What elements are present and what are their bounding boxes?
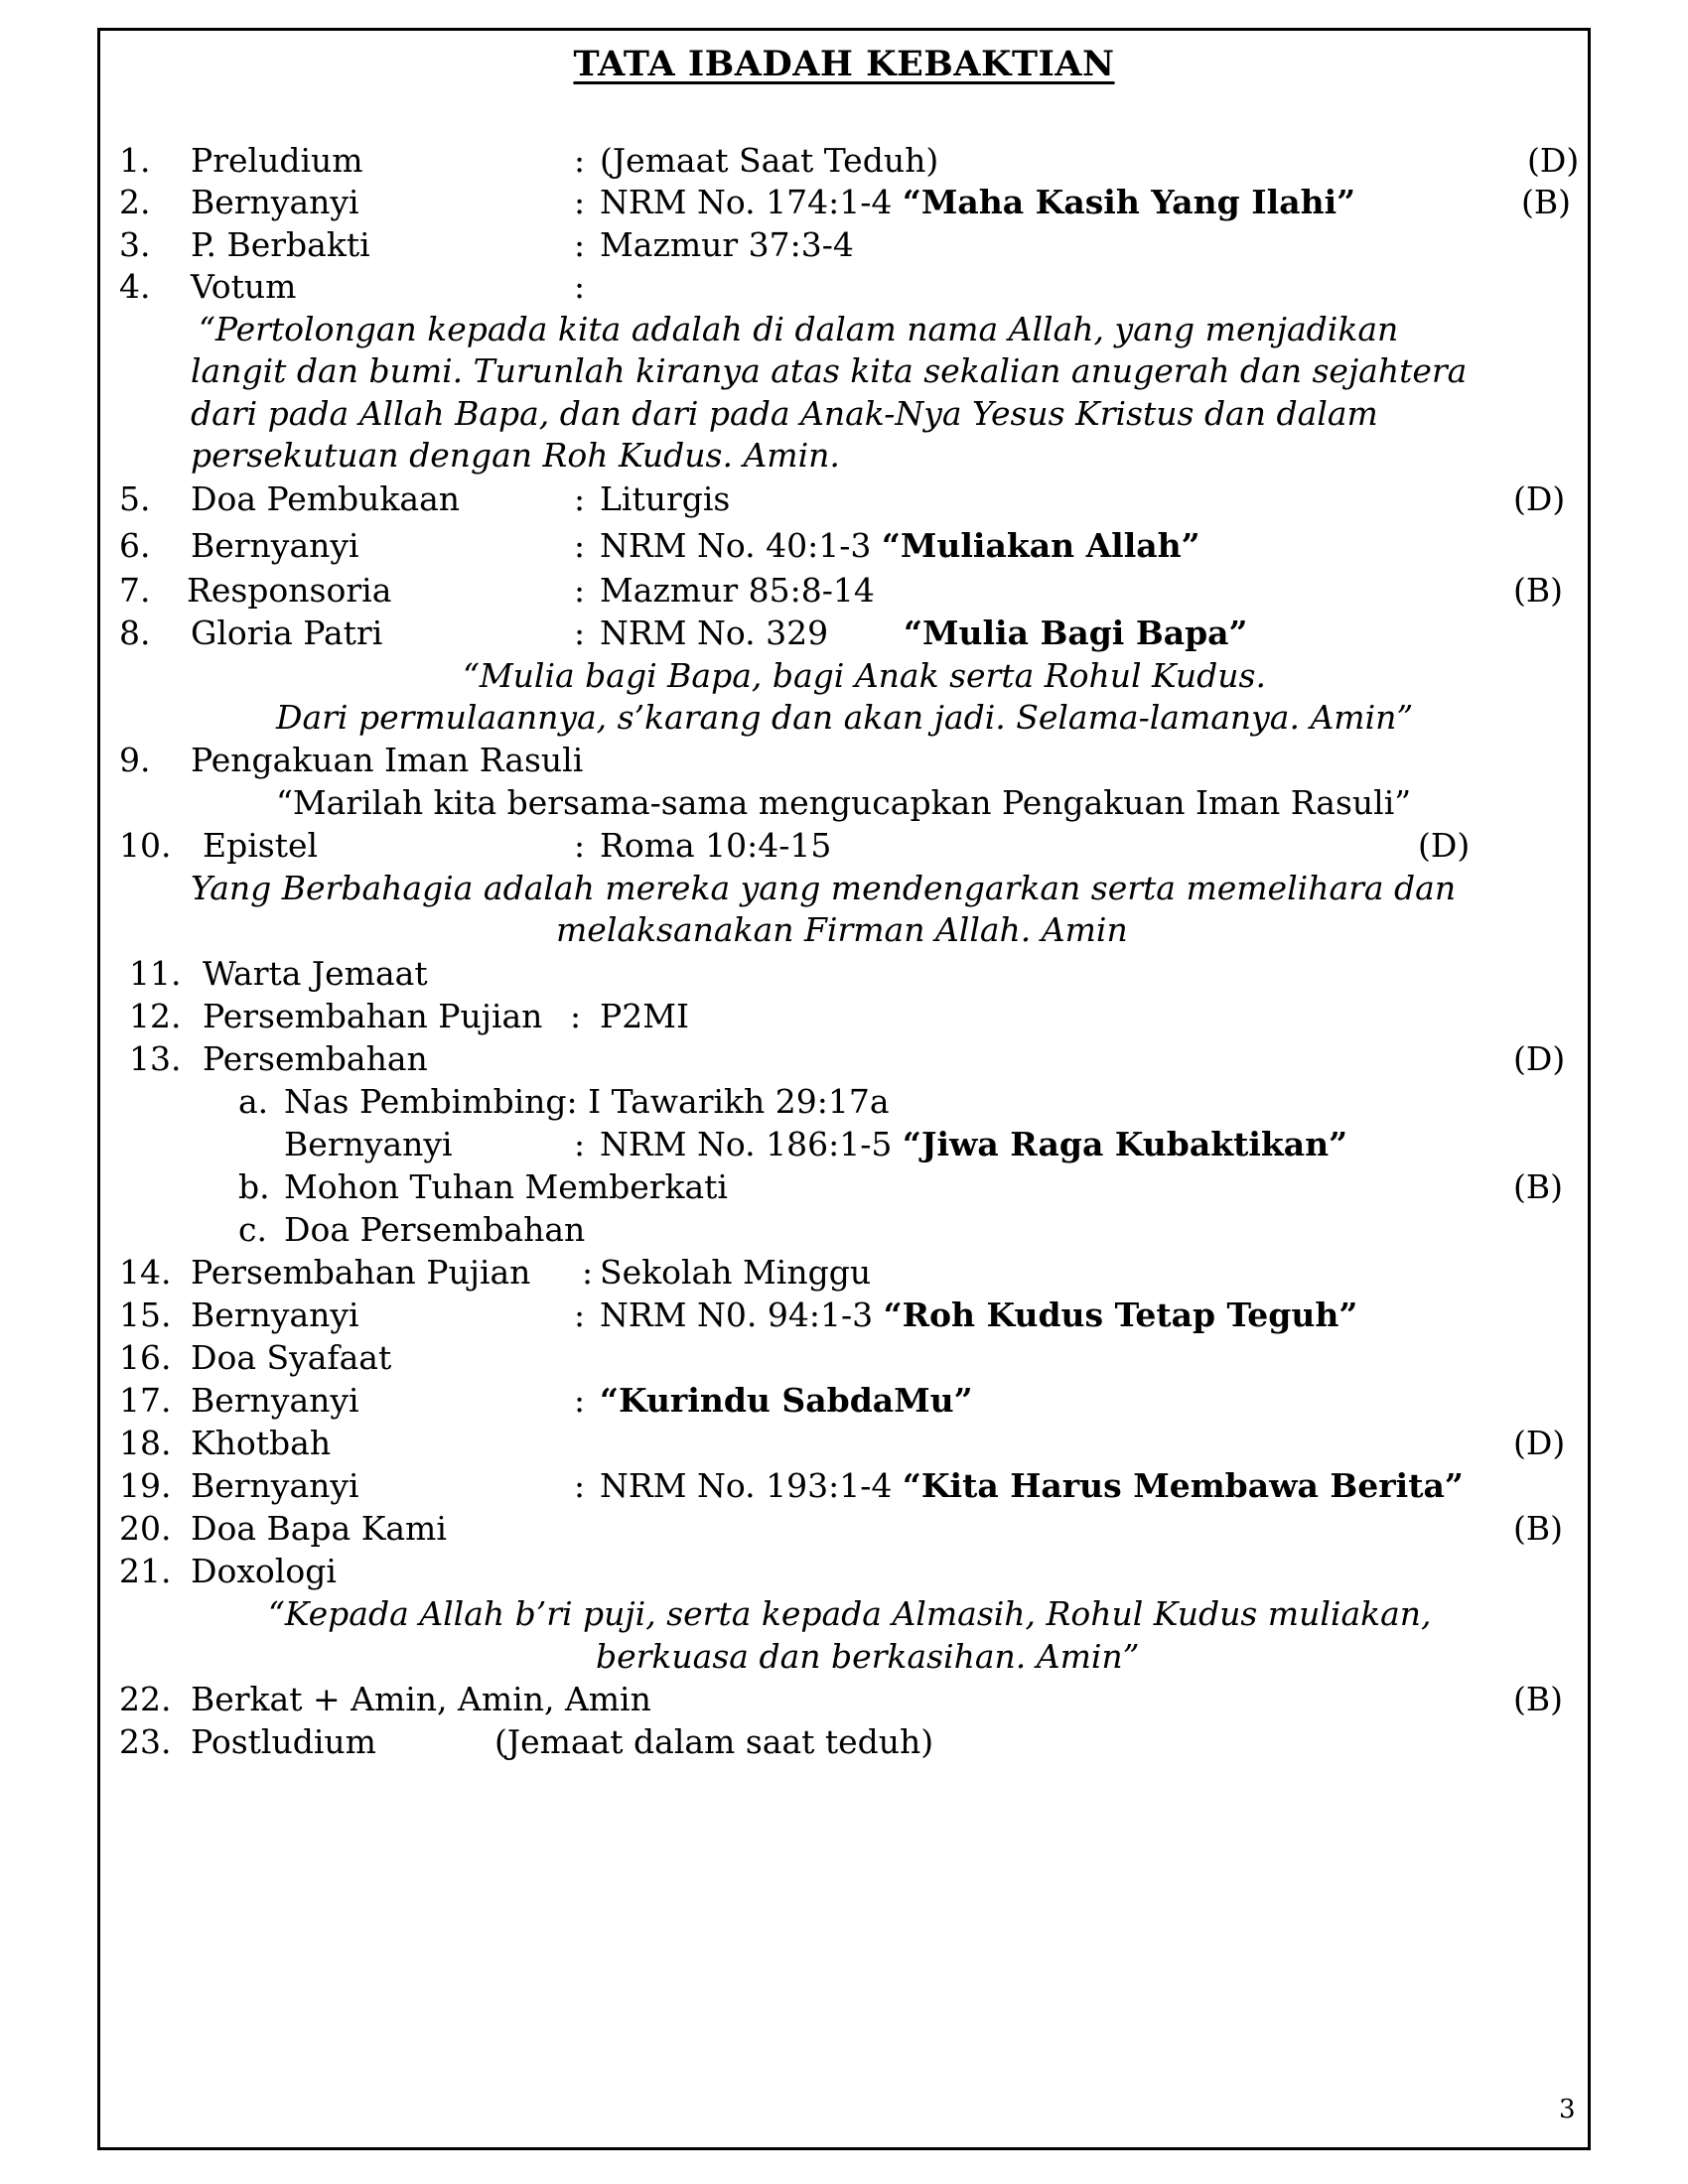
doxologi-text-line: berkuasa dan berkasihan. Amin” [596, 1637, 1140, 1676]
song-title: “Roh Kudus Tetap Teguh” [883, 1296, 1358, 1334]
item-value: NRM No. 174:1-4 “Maha Kasih Yang Ilahi” [600, 183, 1356, 221]
list-item [0, 1551, 1688, 1592]
song-title: “Maha Kasih Yang Ilahi” [902, 183, 1356, 221]
item-colon: : [574, 225, 586, 264]
item-number: 3. [119, 225, 151, 264]
item-label: Pengakuan Iman Rasuli [191, 741, 584, 779]
song-title: “Muliakan Allah” [881, 526, 1200, 565]
item-value: Mazmur 37:3-4 [600, 225, 854, 264]
epistel-text-line: Yang Berbahagia adalah mereka yang mendengarkan serta memelihara dan [191, 869, 1457, 907]
item-colon: : [574, 571, 586, 610]
item-value: Roma 10:4-15 [600, 826, 832, 865]
item-colon: : [574, 183, 586, 221]
item-number: 18. [119, 1424, 172, 1462]
song-title: “Kita Harus Membawa Berita” [902, 1466, 1464, 1505]
item-code: (B) [1513, 571, 1563, 610]
list-item [0, 740, 1688, 781]
item-label: Bernyanyi [191, 183, 359, 221]
list-item [0, 1252, 1688, 1294]
item-code: (D) [1513, 479, 1566, 518]
item-code: (D) [1527, 141, 1580, 180]
item-label: Responsoria [187, 571, 392, 610]
item-number: 19. [119, 1466, 172, 1505]
list-item [0, 825, 1688, 867]
votum-text-line: dari pada Allah Bapa, dan dari pada Anak-Nya Yesus Kristus dan dalam [191, 394, 1378, 433]
list-item [0, 478, 1688, 520]
item-code: (D) [1418, 826, 1471, 865]
item-number: 15. [119, 1296, 172, 1334]
item-colon: : [574, 1466, 586, 1505]
item-label: Doa Bapa Kami [191, 1509, 447, 1548]
item-number: 13. [129, 1039, 182, 1078]
item-label: Bernyanyi [191, 1381, 359, 1420]
item-value: NRM No. 329 [600, 614, 829, 652]
sub-item: c. Doa Persembahan [238, 1210, 586, 1249]
item-colon: : [582, 1253, 594, 1292]
item-colon: : [574, 267, 586, 306]
song-title: “Jiwa Raga Kubaktikan” [902, 1125, 1348, 1163]
list-item [0, 1337, 1688, 1379]
epistel-text-line: melaksanakan Firman Allah. Amin [556, 910, 1128, 949]
item-label: Bernyanyi [191, 1296, 359, 1334]
item-colon: : [574, 479, 586, 518]
pengakuan-text: “Marilah kita bersama-sama mengucapkan Pengakuan Iman Rasuli” [276, 783, 1412, 822]
item-label: Persembahan Pujian [203, 997, 543, 1035]
item-colon: : [570, 997, 582, 1035]
list-item [0, 525, 1688, 567]
item-value: Liturgis [600, 479, 731, 518]
gloria-text-line: “Mulia bagi Bapa, bagi Anak serta Rohul Kudus. [463, 656, 1266, 695]
sub-item: a. Nas Pembimbing: I Tawarikh 29:17a [238, 1082, 890, 1121]
item-label: Bernyanyi [191, 526, 359, 565]
list-item [0, 266, 1688, 308]
item-code: (B) [1513, 1680, 1563, 1718]
item-label: Doxologi [191, 1552, 337, 1590]
item-number: 5. [119, 479, 151, 518]
item-number: 20. [119, 1509, 172, 1548]
item-colon: : [574, 526, 586, 565]
item-value: NRM No. 40:1-3 “Muliakan Allah” [600, 526, 1200, 565]
item-number: 7. [119, 571, 151, 610]
list-item [0, 1380, 1688, 1422]
item-code: (D) [1513, 1424, 1566, 1462]
item-number: 14. [119, 1253, 172, 1292]
item-number: 21. [119, 1552, 172, 1590]
list-item [0, 613, 1688, 654]
item-colon: : [574, 141, 586, 180]
item-label: Postludium [191, 1722, 376, 1761]
doxologi-text-line: “Kepada Allah b’ri puji, serta kepada Almasih, Rohul Kudus muliakan, [268, 1594, 1432, 1633]
item-value: P2MI [600, 997, 690, 1035]
item-number: 4. [119, 267, 151, 306]
sub-item: b. Mohon Tuhan Memberkati (B) [238, 1167, 1563, 1206]
item-label: Khotbah [191, 1424, 332, 1462]
item-colon: : [574, 1381, 586, 1420]
item-code: (B) [1521, 183, 1571, 221]
list-item [0, 1679, 1688, 1720]
list-item [0, 140, 1688, 182]
votum-text-line: “Pertolongan kepada kita adalah di dalam nama Allah, yang menjadikan [199, 310, 1399, 348]
item-label: Persembahan [203, 1039, 428, 1078]
item-value: Sekolah Minggu [600, 1253, 872, 1292]
list-item [0, 1295, 1688, 1336]
song-title: “Kurindu SabdaMu” [600, 1381, 973, 1420]
item-number: 23. [119, 1722, 172, 1761]
page-title: TATA IBADAH KEBAKTIAN [573, 44, 1115, 84]
item-value: (Jemaat dalam saat teduh) [494, 1722, 934, 1761]
list-item [0, 570, 1688, 612]
gloria-text-line: Dari permulaannya, s’karang dan akan jadi. Selama-lamanya. Amin” [276, 698, 1414, 737]
item-label: Doa Syafaat [191, 1338, 392, 1377]
item-label: Epistel [203, 826, 319, 865]
item-number: 6. [119, 526, 151, 565]
sub-item: Bernyanyi : NRM No. 186:1-5 “Jiwa Raga Kubaktikan” [284, 1125, 1348, 1163]
item-label: Gloria Patri [191, 614, 383, 652]
item-code: (D) [1513, 1039, 1566, 1078]
item-number: 10. [119, 826, 172, 865]
list-item [0, 996, 1688, 1037]
list-item [0, 953, 1688, 995]
item-number: 12. [129, 997, 182, 1035]
page-number: 3 [1559, 2095, 1576, 2124]
item-label: Votum [191, 267, 297, 306]
item-colon: : [574, 614, 586, 652]
item-value: NRM N0. 94:1-3 “Roh Kudus Tetap Teguh” [600, 1296, 1358, 1334]
item-number: 17. [119, 1381, 172, 1420]
item-number: 2. [119, 183, 151, 221]
list-item [0, 1038, 1688, 1080]
item-number: 8. [119, 614, 151, 652]
list-item [0, 224, 1688, 266]
item-label: Persembahan Pujian [191, 1253, 531, 1292]
list-item [0, 1721, 1688, 1763]
item-value: Mazmur 85:8-14 [600, 571, 875, 610]
item-number: 11. [129, 954, 182, 993]
item-label: Berkat + Amin, Amin, Amin [191, 1680, 651, 1718]
item-colon: : [574, 826, 586, 865]
item-label: Warta Jemaat [203, 954, 428, 993]
list-item [0, 1508, 1688, 1550]
list-item [0, 1465, 1688, 1507]
item-value: NRM No. 193:1-4 “Kita Harus Membawa Berita” [600, 1466, 1464, 1505]
item-colon: : [574, 1296, 586, 1334]
votum-text-line: persekutuan dengan Roh Kudus. Amin. [191, 436, 840, 475]
item-number: 22. [119, 1680, 172, 1718]
item-label: Preludium [191, 141, 363, 180]
list-item [0, 1423, 1688, 1464]
item-number: 9. [119, 741, 151, 779]
votum-text-line: langit dan bumi. Turunlah kiranya atas kita sekalian anugerah dan sejahtera [191, 351, 1468, 390]
song-title: “Mulia Bagi Bapa” [904, 614, 1248, 652]
item-label: Bernyanyi [191, 1466, 359, 1505]
item-label: Doa Pembukaan [191, 479, 461, 518]
item-value: (Jemaat Saat Teduh) [600, 141, 939, 180]
item-number: 1. [119, 141, 151, 180]
list-item [0, 182, 1688, 223]
item-code: (B) [1513, 1509, 1563, 1548]
item-label: P. Berbakti [191, 225, 370, 264]
item-number: 16. [119, 1338, 172, 1377]
